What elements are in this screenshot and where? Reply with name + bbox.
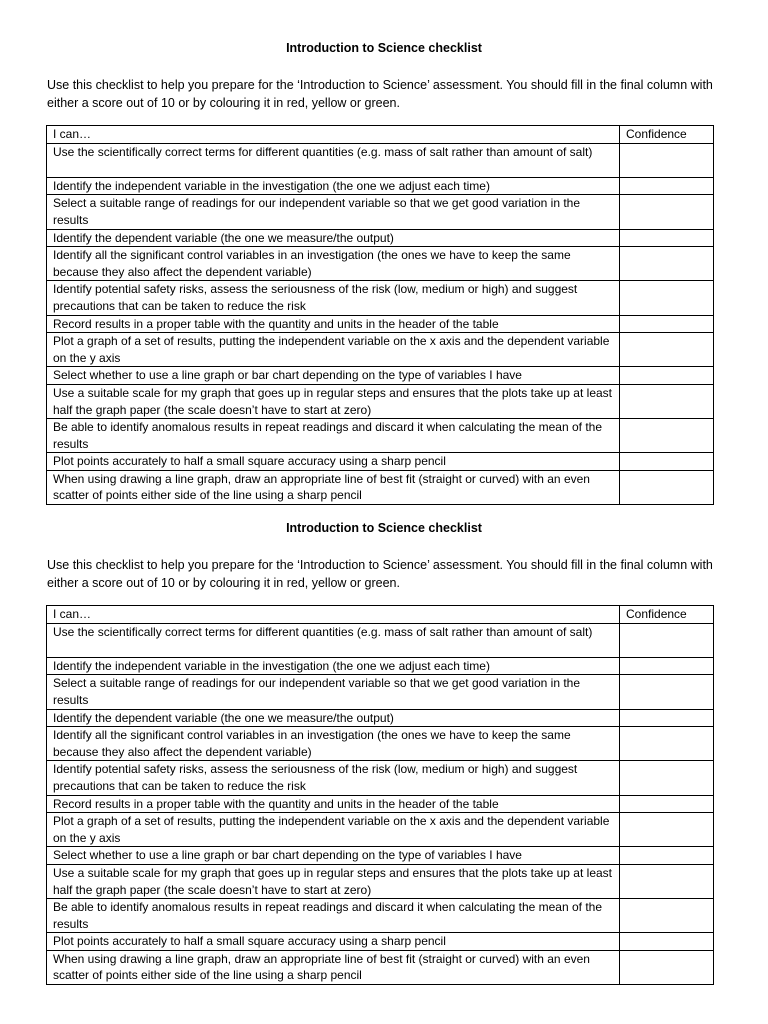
table-row xyxy=(47,899,714,933)
header-i-can: I can… xyxy=(47,126,620,144)
intro-paragraph: Use this checklist to help you prepare for the ‘Introduction to Science’ assessment. You should fill in the final column with either a score out of 10 or by colouring it in red, yellow or green. xyxy=(47,558,713,590)
skill-cell: Be able to identify anomalous results in repeat readings and discard it when calculating the mean of the results xyxy=(47,899,620,933)
confidence-cell[interactable] xyxy=(620,177,714,195)
skill-cell: Identify all the significant control variables in an investigation (the ones we have to keep the same because they also affect the dependent variable) xyxy=(47,247,620,281)
table-row xyxy=(47,453,714,471)
checklist-sheet-1 xyxy=(0,40,768,503)
confidence-cell[interactable] xyxy=(620,709,714,727)
table-row xyxy=(47,675,714,709)
confidence-cell[interactable] xyxy=(620,419,714,453)
header-confidence: Confidence xyxy=(620,606,714,624)
table-row xyxy=(47,229,714,247)
skill-cell: Plot points accurately to half a small square accuracy using a sharp pencil xyxy=(47,453,620,471)
skill-cell: Identify the dependent variable (the one we measure/the output) xyxy=(47,229,620,247)
skill-cell: Identify potential safety risks, assess the seriousness of the risk (low, medium or high) and suggest precautions that can be taken to reduce the risk xyxy=(47,761,620,795)
checklist-sheet-2 xyxy=(0,520,768,983)
page-title: Introduction to Science checklist xyxy=(286,521,482,535)
table-row xyxy=(47,281,714,315)
confidence-cell[interactable] xyxy=(620,950,714,984)
table-row xyxy=(47,384,714,418)
table-row xyxy=(47,177,714,195)
skill-cell: Select a suitable range of readings for our independent variable so that we get good variation in the results xyxy=(47,195,620,229)
table-row xyxy=(47,247,714,281)
confidence-cell[interactable] xyxy=(620,864,714,898)
table-row xyxy=(47,864,714,898)
confidence-cell[interactable] xyxy=(620,470,714,504)
skill-cell: Plot a graph of a set of results, putting the independent variable on the x axis and the dependent variable on the y axis xyxy=(47,333,620,367)
skill-cell: Record results in a proper table with the quantity and units in the header of the table xyxy=(47,795,620,813)
skill-cell: Use a suitable scale for my graph that goes up in regular steps and ensures that the plots take up at least half the graph paper (the scale doesn’t have to start at zero) xyxy=(47,864,620,898)
skill-cell: When using drawing a line graph, draw an appropriate line of best fit (straight or curved) with an even scatter of points either side of the line using a sharp pencil xyxy=(47,950,620,984)
confidence-cell[interactable] xyxy=(620,247,714,281)
table-row xyxy=(47,333,714,367)
checklist-table xyxy=(46,125,714,505)
skill-cell: Use the scientifically correct terms for different quantities (e.g. mass of salt rather than amount of salt) xyxy=(47,143,620,177)
confidence-cell[interactable] xyxy=(620,657,714,675)
skill-cell: Identify all the significant control variables in an investigation (the ones we have to keep the same because they also affect the dependent variable) xyxy=(47,727,620,761)
table-row xyxy=(47,367,714,385)
skill-cell: Identify the dependent variable (the one we measure/the output) xyxy=(47,709,620,727)
skill-cell: When using drawing a line graph, draw an appropriate line of best fit (straight or curved) with an even scatter of points either side of the line using a sharp pencil xyxy=(47,470,620,504)
skill-cell: Be able to identify anomalous results in repeat readings and discard it when calculating the mean of the results xyxy=(47,419,620,453)
table-row xyxy=(47,709,714,727)
confidence-cell[interactable] xyxy=(620,333,714,367)
confidence-cell[interactable] xyxy=(620,933,714,951)
confidence-cell[interactable] xyxy=(620,143,714,177)
confidence-cell[interactable] xyxy=(620,281,714,315)
confidence-cell[interactable] xyxy=(620,315,714,333)
table-row xyxy=(47,470,714,504)
confidence-cell[interactable] xyxy=(620,623,714,657)
page-title: Introduction to Science checklist xyxy=(286,41,482,55)
table-row xyxy=(47,761,714,795)
table-row xyxy=(47,315,714,333)
table-row xyxy=(47,419,714,453)
skill-cell: Plot points accurately to half a small square accuracy using a sharp pencil xyxy=(47,933,620,951)
table-row xyxy=(47,195,714,229)
confidence-cell[interactable] xyxy=(620,899,714,933)
confidence-cell[interactable] xyxy=(620,453,714,471)
skill-cell: Use the scientifically correct terms for different quantities (e.g. mass of salt rather than amount of salt) xyxy=(47,623,620,657)
confidence-cell[interactable] xyxy=(620,795,714,813)
confidence-cell[interactable] xyxy=(620,813,714,847)
skill-cell: Select whether to use a line graph or bar chart depending on the type of variables I have xyxy=(47,367,620,385)
confidence-cell[interactable] xyxy=(620,195,714,229)
confidence-cell[interactable] xyxy=(620,229,714,247)
skill-cell: Select a suitable range of readings for our independent variable so that we get good variation in the results xyxy=(47,675,620,709)
header-confidence: Confidence xyxy=(620,126,714,144)
confidence-cell[interactable] xyxy=(620,675,714,709)
table-row xyxy=(47,143,714,177)
header-i-can: I can… xyxy=(47,606,620,624)
table-row xyxy=(47,727,714,761)
table-row xyxy=(47,795,714,813)
confidence-cell[interactable] xyxy=(620,384,714,418)
table-row xyxy=(47,933,714,951)
skill-cell: Identify potential safety risks, assess the seriousness of the risk (low, medium or high) and suggest precautions that can be taken to reduce the risk xyxy=(47,281,620,315)
confidence-cell[interactable] xyxy=(620,367,714,385)
confidence-cell[interactable] xyxy=(620,727,714,761)
confidence-cell[interactable] xyxy=(620,761,714,795)
table-row xyxy=(47,623,714,657)
skill-cell: Select whether to use a line graph or bar chart depending on the type of variables I have xyxy=(47,847,620,865)
confidence-cell[interactable] xyxy=(620,847,714,865)
table-row xyxy=(47,813,714,847)
intro-paragraph: Use this checklist to help you prepare for the ‘Introduction to Science’ assessment. You should fill in the final column with either a score out of 10 or by colouring it in red, yellow or green. xyxy=(47,78,713,110)
skill-cell: Plot a graph of a set of results, putting the independent variable on the x axis and the dependent variable on the y axis xyxy=(47,813,620,847)
skill-cell: Identify the independent variable in the investigation (the one we adjust each time) xyxy=(47,177,620,195)
table-row xyxy=(47,950,714,984)
table-row xyxy=(47,657,714,675)
skill-cell: Record results in a proper table with the quantity and units in the header of the table xyxy=(47,315,620,333)
skill-cell: Identify the independent variable in the investigation (the one we adjust each time) xyxy=(47,657,620,675)
table-row xyxy=(47,847,714,865)
skill-cell: Use a suitable scale for my graph that goes up in regular steps and ensures that the plots take up at least half the graph paper (the scale doesn’t have to start at zero) xyxy=(47,384,620,418)
checklist-table xyxy=(46,605,714,985)
